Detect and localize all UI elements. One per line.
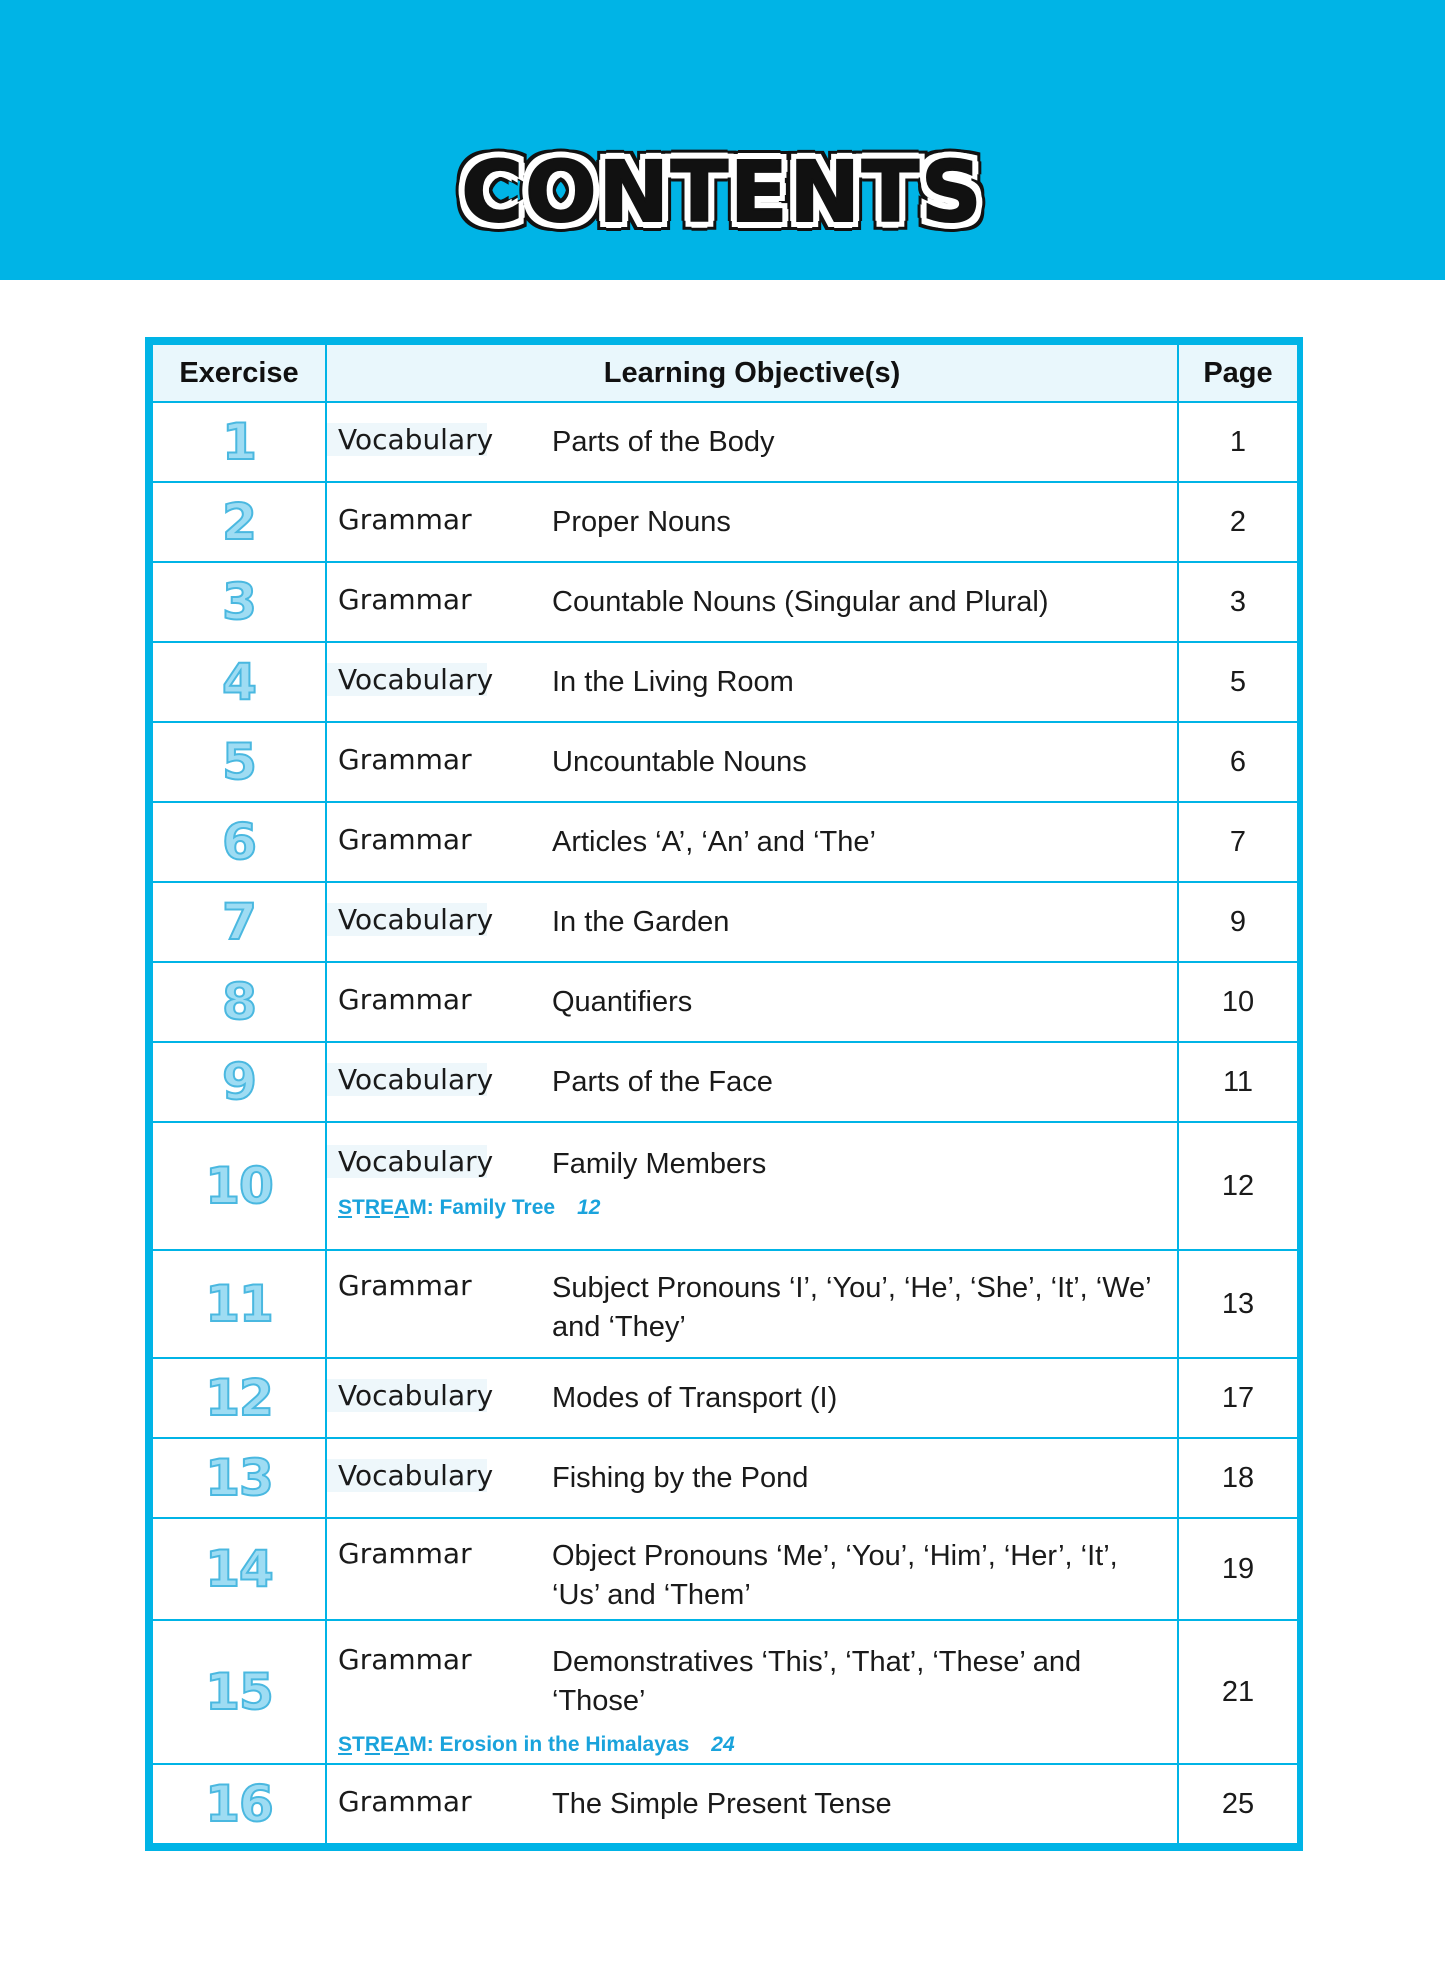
objective-cell [326, 642, 1178, 722]
page-number: 5 [1178, 642, 1298, 722]
stream-letter: S [338, 1733, 353, 1756]
objective-cell [326, 882, 1178, 962]
header-learning-objectives: Learning Objective(s) [326, 344, 1178, 402]
exercise-number-cell [152, 482, 326, 562]
exercise-number: 15 [205, 1663, 273, 1721]
exercise-number: 6 [222, 813, 256, 871]
table-row [152, 722, 1298, 802]
objective-line [327, 983, 1177, 1022]
category-label: Vocabulary [327, 1379, 552, 1412]
page-number: 1 [1178, 402, 1298, 482]
exercise-number: 2 [222, 493, 256, 551]
category-label: Vocabulary [327, 1063, 552, 1096]
exercise-number-cell [152, 1250, 326, 1358]
exercise-number: 8 [222, 973, 256, 1031]
stream-link[interactable] [327, 1196, 1177, 1220]
exercise-number: 4 [222, 653, 256, 711]
contents-table [145, 337, 1303, 1851]
exercise-number: 5 [222, 733, 256, 791]
exercise-number-cell [152, 802, 326, 882]
stream-letter: M [409, 1733, 427, 1756]
page-title: CONTENTS [461, 143, 984, 241]
objective-title: Family Members [552, 1148, 767, 1180]
header-page: Page [1178, 344, 1298, 402]
stream-link[interactable] [327, 1733, 1177, 1757]
objective-title: Parts of the Face [552, 1065, 773, 1098]
objective-title: Subject Pronouns ‘I’, ‘You’, ‘He’, ‘She’, ‘It’, ‘We’ and ‘They’ [552, 1272, 1151, 1343]
objective-line [327, 583, 1177, 622]
objective-line [327, 1379, 1177, 1418]
stream-letter: A [394, 1196, 410, 1219]
category-label: Grammar [338, 1643, 472, 1676]
objective-cell [326, 802, 1178, 882]
category-label: Grammar [338, 502, 472, 536]
page-number: 21 [1178, 1620, 1298, 1764]
objective-line [327, 423, 1177, 462]
objective-title: Countable Nouns (Singular and Plural) [552, 585, 1049, 618]
objective-line [327, 1145, 1177, 1184]
exercise-number-cell [152, 1358, 326, 1438]
exercise-number-cell [152, 1438, 326, 1518]
objective-line [327, 1785, 1177, 1824]
exercise-number: 9 [222, 1053, 256, 1111]
objective-line [327, 1537, 1177, 1615]
category-label: Grammar [338, 1537, 472, 1570]
stream-letter: T [352, 1196, 365, 1219]
category-label: Vocabulary [327, 903, 552, 936]
stream-letter: R [364, 1733, 381, 1756]
exercise-number: 1 [222, 413, 256, 471]
table-row [152, 562, 1298, 642]
objective-line [327, 823, 1177, 862]
objective-line [327, 1643, 1177, 1721]
exercise-number-cell [152, 1620, 326, 1764]
objective-title: Fishing by the Pond [552, 1461, 809, 1494]
objective-title: In the Living Room [552, 665, 794, 698]
objective-title: In the Garden [552, 905, 730, 938]
category-label: Vocabulary [327, 1459, 552, 1492]
objective-line [327, 903, 1177, 942]
objective-cell [326, 562, 1178, 642]
table-row [152, 882, 1298, 962]
objective-title: Parts of the Body [552, 425, 775, 458]
category-label: Grammar [338, 742, 472, 776]
stream-title: : Erosion in the Himalayas [426, 1733, 690, 1756]
stream-letter: R [364, 1196, 381, 1219]
page-number: 6 [1178, 722, 1298, 802]
objective-cell [326, 962, 1178, 1042]
category-label: Vocabulary [327, 1145, 552, 1178]
exercise-number: 13 [205, 1449, 273, 1507]
category-label: Grammar [338, 982, 472, 1016]
exercise-number-cell [152, 1122, 326, 1250]
stream-letter: E [380, 1196, 395, 1219]
exercise-number-cell [152, 722, 326, 802]
page-number: 10 [1178, 962, 1298, 1042]
exercise-number: 10 [205, 1157, 273, 1215]
header-exercise: Exercise [152, 344, 326, 402]
table-header-row [152, 344, 1298, 402]
exercise-number: 12 [205, 1369, 273, 1427]
exercise-number-cell [152, 402, 326, 482]
table-row [152, 1358, 1298, 1438]
exercise-number: 11 [205, 1275, 273, 1333]
objective-title: Demonstratives ‘This’, ‘That’, ‘These’ and ‘Those’ [552, 1646, 1082, 1717]
objective-cell [326, 1620, 1178, 1764]
objective-line [327, 503, 1177, 542]
objective-cell [326, 1358, 1178, 1438]
exercise-number-cell [152, 1042, 326, 1122]
objective-title: Quantifiers [552, 985, 693, 1018]
category-label: Grammar [338, 582, 472, 616]
category-label: Grammar [338, 1269, 472, 1302]
exercise-number-cell [152, 962, 326, 1042]
stream-title: : Family Tree [426, 1196, 556, 1219]
table-row [152, 1122, 1298, 1250]
page-number: 18 [1178, 1438, 1298, 1518]
table-row [152, 1518, 1298, 1620]
objective-line [327, 1269, 1177, 1347]
page-number: 25 [1178, 1764, 1298, 1844]
page-number: 12 [1178, 1122, 1298, 1250]
objective-title: Articles ‘A’, ‘An’ and ‘The’ [552, 825, 876, 858]
objective-line [327, 1063, 1177, 1102]
page-number: 9 [1178, 882, 1298, 962]
exercise-number-cell [152, 1764, 326, 1844]
objective-line [327, 743, 1177, 782]
table-row [152, 642, 1298, 722]
table-row [152, 1042, 1298, 1122]
objective-title: Modes of Transport (I) [552, 1381, 838, 1414]
table-row [152, 402, 1298, 482]
stream-letter: E [380, 1733, 395, 1756]
exercise-number-cell [152, 642, 326, 722]
exercise-number: 3 [222, 573, 256, 631]
objective-line [327, 1459, 1177, 1498]
category-label: Grammar [338, 822, 472, 856]
objective-title: Proper Nouns [552, 505, 731, 538]
table-row [152, 1764, 1298, 1844]
category-label: Vocabulary [327, 423, 552, 456]
table-row [152, 1438, 1298, 1518]
page-number: 7 [1178, 802, 1298, 882]
exercise-number-cell [152, 562, 326, 642]
page-number: 13 [1178, 1250, 1298, 1358]
page-number: 2 [1178, 482, 1298, 562]
objective-cell [326, 1518, 1178, 1620]
table-row [152, 962, 1298, 1042]
page-number: 11 [1178, 1042, 1298, 1122]
stream-letter: S [338, 1196, 353, 1219]
stream-page: 12 [577, 1196, 601, 1219]
objective-cell [326, 1122, 1178, 1250]
exercise-number: 14 [205, 1540, 273, 1598]
exercise-number-cell [152, 1518, 326, 1620]
objective-cell [326, 1042, 1178, 1122]
stream-letter: A [394, 1733, 410, 1756]
category-label: Vocabulary [327, 663, 552, 696]
objective-cell [326, 722, 1178, 802]
stream-letter: T [352, 1733, 365, 1756]
table-row [152, 482, 1298, 562]
objective-line [327, 663, 1177, 702]
stream-page: 24 [711, 1733, 735, 1756]
objective-title: The Simple Present Tense [552, 1787, 892, 1820]
category-label: Grammar [338, 1784, 472, 1818]
table-row [152, 1250, 1298, 1358]
table-row [152, 802, 1298, 882]
objective-cell [326, 1250, 1178, 1358]
objective-cell [326, 482, 1178, 562]
page-number: 19 [1178, 1518, 1298, 1620]
table-row [152, 1620, 1298, 1764]
exercise-number: 16 [205, 1775, 273, 1833]
page-number: 17 [1178, 1358, 1298, 1438]
exercise-number: 7 [222, 893, 256, 951]
stream-letter: M [409, 1196, 427, 1219]
objective-cell [326, 1438, 1178, 1518]
objective-cell [326, 402, 1178, 482]
objective-cell [326, 1764, 1178, 1844]
page-number: 3 [1178, 562, 1298, 642]
objective-title: Uncountable Nouns [552, 745, 807, 778]
exercise-number-cell [152, 882, 326, 962]
objective-title: Object Pronouns ‘Me’, ‘You’, ‘Him’, ‘Her’, ‘It’, ‘Us’ and ‘Them’ [552, 1540, 1118, 1611]
